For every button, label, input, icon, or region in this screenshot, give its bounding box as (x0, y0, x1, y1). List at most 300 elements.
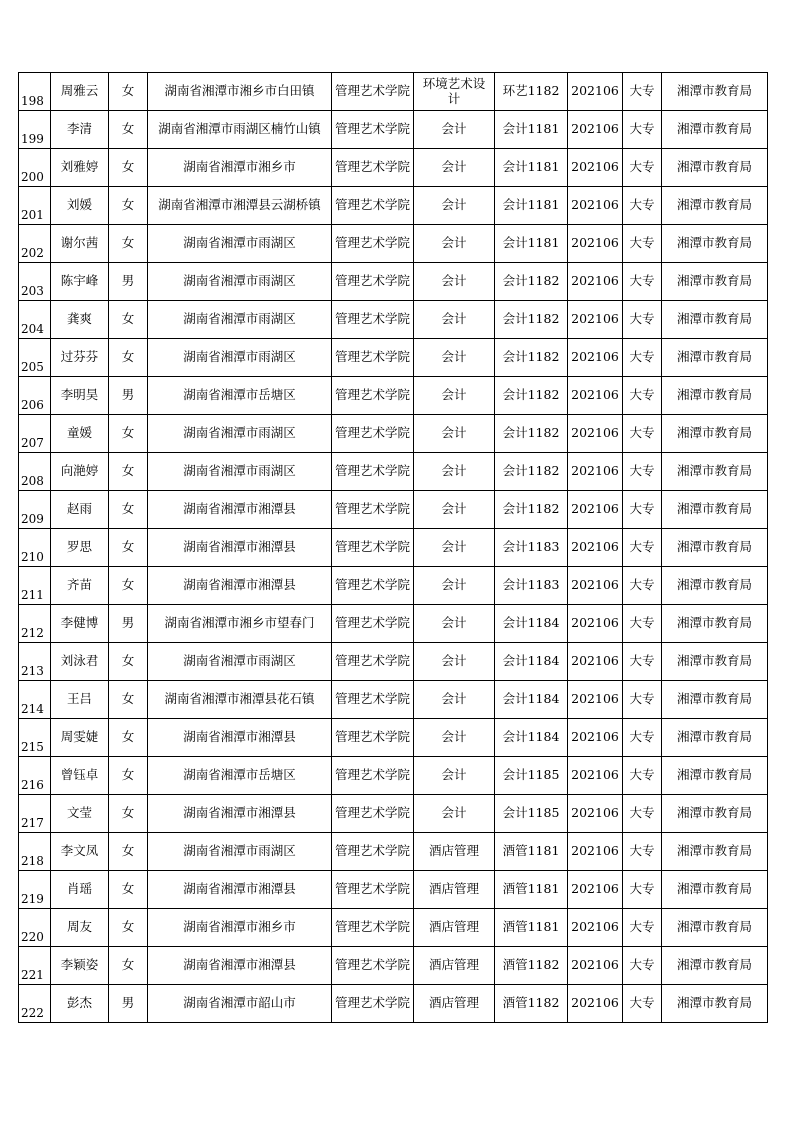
class-name-cell (495, 301, 568, 339)
student-name-cell (51, 681, 109, 719)
table-row (19, 719, 768, 757)
assigned-office: 湘潭市教育局 (676, 273, 752, 289)
major: 会计 (441, 425, 467, 441)
gender-cell (109, 339, 148, 377)
row-number-cell (19, 73, 51, 111)
major: 会计 (441, 311, 467, 327)
education-level: 大专 (629, 577, 655, 593)
class-name: 会计1182 (502, 273, 560, 289)
origin-address-cell (148, 339, 332, 377)
class-name-cell (495, 491, 568, 529)
origin-address-cell (148, 909, 332, 947)
assigned-office-cell (662, 111, 768, 149)
major-cell (414, 719, 495, 757)
education-level: 大专 (629, 919, 655, 935)
college: 管理艺术学院 (334, 311, 410, 327)
class-name: 酒管1181 (502, 881, 560, 897)
student-name-cell (51, 643, 109, 681)
education-level: 大专 (629, 311, 655, 327)
table-row (19, 909, 768, 947)
gender-cell (109, 149, 148, 187)
assigned-office-cell (662, 681, 768, 719)
education-level-cell (623, 73, 662, 111)
college-cell (332, 567, 414, 605)
gender-cell (109, 187, 148, 225)
college-cell (332, 833, 414, 871)
origin-address: 湖南省湘潭市雨湖区 (183, 235, 296, 251)
college: 管理艺术学院 (334, 273, 410, 289)
gender: 女 (121, 539, 135, 555)
education-level-cell (623, 453, 662, 491)
class-name: 会计1183 (502, 539, 560, 555)
origin-address-cell (148, 871, 332, 909)
major-cell (414, 567, 495, 605)
origin-address: 湖南省湘潭市雨湖区 (183, 463, 296, 479)
graduation-date: 202106 (571, 577, 619, 593)
major-cell (414, 263, 495, 301)
class-name: 会计1184 (502, 729, 560, 745)
graduation-date: 202106 (571, 919, 619, 935)
college: 管理艺术学院 (334, 805, 410, 821)
gender-cell (109, 377, 148, 415)
graduation-date-cell (568, 111, 623, 149)
education-level-cell (623, 681, 662, 719)
origin-address-cell (148, 111, 332, 149)
class-name: 酒管1181 (502, 843, 560, 859)
class-name-cell (495, 529, 568, 567)
origin-address: 湖南省湘潭市湘乡市 (183, 919, 296, 935)
college-cell (332, 909, 414, 947)
gender-cell (109, 415, 148, 453)
row-number-cell (19, 415, 51, 453)
class-name: 会计1181 (502, 159, 560, 175)
gender-cell (109, 301, 148, 339)
college-cell (332, 415, 414, 453)
origin-address: 湖南省湘潭市岳塘区 (183, 767, 296, 783)
graduation-date: 202106 (571, 767, 619, 783)
origin-address: 湖南省湘潭市湘潭县 (183, 729, 296, 745)
student-name: 罗思 (66, 539, 92, 555)
origin-address-cell (148, 415, 332, 453)
education-level: 大专 (629, 805, 655, 821)
assigned-office: 湘潭市教育局 (676, 881, 752, 897)
student-name: 过芬芬 (60, 349, 99, 365)
education-level-cell (623, 225, 662, 263)
major: 会计 (441, 121, 467, 137)
student-name: 周友 (66, 919, 92, 935)
gender: 男 (121, 615, 135, 631)
gender: 女 (121, 349, 135, 365)
class-name-cell (495, 947, 568, 985)
graduation-date: 202106 (571, 653, 619, 669)
student-name: 李文凤 (60, 843, 99, 859)
table-row (19, 833, 768, 871)
major-cell (414, 491, 495, 529)
row-number-cell (19, 871, 51, 909)
major: 会计 (441, 691, 467, 707)
origin-address: 湖南省湘潭市岳塘区 (183, 387, 296, 403)
student-name-cell (51, 909, 109, 947)
graduation-date-cell (568, 681, 623, 719)
graduation-date: 202106 (571, 83, 619, 99)
assigned-office-cell (662, 795, 768, 833)
gender: 女 (121, 767, 135, 783)
gender-cell (109, 643, 148, 681)
education-level: 大专 (629, 501, 655, 517)
origin-address: 湖南省湘潭市湘潭县 (183, 577, 296, 593)
college-cell (332, 187, 414, 225)
origin-address: 湖南省湘潭市雨湖区 (183, 311, 296, 327)
origin-address-cell (148, 947, 332, 985)
origin-address-cell (148, 453, 332, 491)
row-number: 214 (21, 702, 44, 717)
graduation-date-cell (568, 73, 623, 111)
gender: 女 (121, 919, 135, 935)
origin-address-cell (148, 73, 332, 111)
class-name-cell (495, 453, 568, 491)
major-cell (414, 453, 495, 491)
graduation-date-cell (568, 985, 623, 1023)
education-level: 大专 (629, 121, 655, 137)
gender-cell (109, 453, 148, 491)
college-cell (332, 605, 414, 643)
student-name-cell (51, 757, 109, 795)
major-cell (414, 985, 495, 1023)
major: 酒店管理 (428, 957, 479, 973)
class-name: 会计1182 (502, 349, 560, 365)
row-number: 222 (21, 1006, 44, 1021)
table-row (19, 111, 768, 149)
gender-cell (109, 833, 148, 871)
gender: 女 (121, 577, 135, 593)
education-level-cell (623, 111, 662, 149)
student-name: 谢尔茜 (60, 235, 99, 251)
table-row (19, 643, 768, 681)
major: 会计 (441, 653, 467, 669)
row-number: 211 (21, 588, 44, 603)
assigned-office-cell (662, 415, 768, 453)
student-name-cell (51, 491, 109, 529)
table-row (19, 605, 768, 643)
major-cell (414, 833, 495, 871)
student-name-cell (51, 415, 109, 453)
gender-cell (109, 719, 148, 757)
major: 会计 (441, 463, 467, 479)
college-cell (332, 529, 414, 567)
major-cell (414, 377, 495, 415)
origin-address: 湖南省湘潭市雨湖区 (183, 843, 296, 859)
table-row (19, 377, 768, 415)
college: 管理艺术学院 (334, 919, 410, 935)
major-cell (414, 795, 495, 833)
table-row (19, 985, 768, 1023)
graduation-date-cell (568, 529, 623, 567)
gender-cell (109, 491, 148, 529)
student-name: 刘雅婷 (60, 159, 99, 175)
row-number: 201 (21, 208, 44, 223)
major-cell (414, 605, 495, 643)
row-number: 206 (21, 398, 44, 413)
assigned-office: 湘潭市教育局 (676, 463, 752, 479)
assigned-office: 湘潭市教育局 (676, 501, 752, 517)
row-number: 219 (21, 892, 44, 907)
origin-address: 湖南省湘潭市湘乡市 (183, 159, 296, 175)
student-name: 陈宇峰 (60, 273, 99, 289)
graduation-date: 202106 (571, 235, 619, 251)
college-cell (332, 795, 414, 833)
student-name-cell (51, 605, 109, 643)
origin-address-cell (148, 757, 332, 795)
gender-cell (109, 529, 148, 567)
student-name-cell (51, 73, 109, 111)
assigned-office-cell (662, 605, 768, 643)
origin-address: 湖南省湘潭市湘潭县 (183, 539, 296, 555)
assigned-office-cell (662, 833, 768, 871)
class-name: 会计1185 (502, 805, 560, 821)
college: 管理艺术学院 (334, 843, 410, 859)
student-name-cell (51, 111, 109, 149)
college-cell (332, 453, 414, 491)
gender-cell (109, 681, 148, 719)
gender-cell (109, 757, 148, 795)
major: 酒店管理 (428, 995, 479, 1011)
row-number-cell (19, 947, 51, 985)
college: 管理艺术学院 (334, 767, 410, 783)
class-name-cell (495, 377, 568, 415)
assigned-office: 湘潭市教育局 (676, 311, 752, 327)
assigned-office-cell (662, 871, 768, 909)
origin-address-cell (148, 795, 332, 833)
education-level-cell (623, 377, 662, 415)
college: 管理艺术学院 (334, 425, 410, 441)
major-cell (414, 529, 495, 567)
origin-address-cell (148, 187, 332, 225)
row-number: 220 (21, 930, 44, 945)
gender: 男 (121, 387, 135, 403)
assigned-office-cell (662, 73, 768, 111)
major: 会计 (441, 197, 467, 213)
graduation-date: 202106 (571, 843, 619, 859)
graduation-date: 202106 (571, 805, 619, 821)
assigned-office: 湘潭市教育局 (676, 387, 752, 403)
assigned-office: 湘潭市教育局 (676, 349, 752, 365)
assigned-office-cell (662, 301, 768, 339)
assigned-office-cell (662, 719, 768, 757)
college: 管理艺术学院 (334, 653, 410, 669)
gender: 男 (121, 273, 135, 289)
table-row (19, 73, 768, 111)
class-name: 会计1182 (502, 311, 560, 327)
major-cell (414, 73, 495, 111)
row-number: 217 (21, 816, 44, 831)
roster-body (19, 73, 768, 1023)
row-number: 216 (21, 778, 44, 793)
class-name-cell (495, 111, 568, 149)
student-name-cell (51, 567, 109, 605)
table-row (19, 415, 768, 453)
education-level: 大专 (629, 995, 655, 1011)
assigned-office-cell (662, 757, 768, 795)
origin-address-cell (148, 719, 332, 757)
graduation-date-cell (568, 833, 623, 871)
education-level: 大专 (629, 83, 655, 99)
graduation-date-cell (568, 377, 623, 415)
college: 管理艺术学院 (334, 957, 410, 973)
graduation-date-cell (568, 415, 623, 453)
origin-address-cell (148, 491, 332, 529)
graduation-date-cell (568, 947, 623, 985)
graduation-date-cell (568, 187, 623, 225)
student-name-cell (51, 187, 109, 225)
college: 管理艺术学院 (334, 539, 410, 555)
gender: 女 (121, 121, 135, 137)
origin-address-cell (148, 643, 332, 681)
assigned-office-cell (662, 149, 768, 187)
class-name-cell (495, 567, 568, 605)
origin-address-cell (148, 567, 332, 605)
table-row (19, 301, 768, 339)
assigned-office: 湘潭市教育局 (676, 919, 752, 935)
table-row (19, 529, 768, 567)
row-number-cell (19, 795, 51, 833)
row-number: 208 (21, 474, 44, 489)
education-level-cell (623, 491, 662, 529)
college: 管理艺术学院 (334, 615, 410, 631)
major: 会计 (441, 387, 467, 403)
gender: 女 (121, 83, 135, 99)
assigned-office: 湘潭市教育局 (676, 159, 752, 175)
row-number: 221 (21, 968, 44, 983)
gender: 女 (121, 843, 135, 859)
student-name: 刘媛 (66, 197, 92, 213)
class-name-cell (495, 415, 568, 453)
student-name-cell (51, 453, 109, 491)
graduation-date: 202106 (571, 729, 619, 745)
college: 管理艺术学院 (334, 349, 410, 365)
gender-cell (109, 567, 148, 605)
gender: 女 (121, 805, 135, 821)
assigned-office-cell (662, 377, 768, 415)
table-row (19, 871, 768, 909)
class-name-cell (495, 187, 568, 225)
gender-cell (109, 225, 148, 263)
graduation-date: 202106 (571, 463, 619, 479)
college: 管理艺术学院 (334, 577, 410, 593)
college-cell (332, 491, 414, 529)
graduation-date: 202106 (571, 881, 619, 897)
assigned-office: 湘潭市教育局 (676, 729, 752, 745)
major-cell (414, 149, 495, 187)
education-level: 大专 (629, 235, 655, 251)
class-name-cell (495, 985, 568, 1023)
row-number-cell (19, 187, 51, 225)
major: 会计 (441, 501, 467, 517)
college-cell (332, 339, 414, 377)
college: 管理艺术学院 (334, 691, 410, 707)
class-name-cell (495, 871, 568, 909)
class-name: 会计1182 (502, 387, 560, 403)
table-row (19, 795, 768, 833)
origin-address: 湖南省湘潭市韶山市 (183, 995, 296, 1011)
assigned-office: 湘潭市教育局 (676, 577, 752, 593)
class-name: 环艺1182 (502, 83, 560, 99)
class-name: 会计1185 (502, 767, 560, 783)
gender: 女 (121, 881, 135, 897)
graduation-date-cell (568, 263, 623, 301)
gender: 女 (121, 159, 135, 175)
major-cell (414, 111, 495, 149)
row-number-cell (19, 149, 51, 187)
major-cell (414, 415, 495, 453)
student-name-cell (51, 225, 109, 263)
class-name: 会计1181 (502, 235, 560, 251)
student-name-cell (51, 301, 109, 339)
graduation-date: 202106 (571, 159, 619, 175)
graduation-date: 202106 (571, 995, 619, 1011)
education-level-cell (623, 187, 662, 225)
row-number: 210 (21, 550, 44, 565)
major: 会计 (441, 805, 467, 821)
assigned-office: 湘潭市教育局 (676, 957, 752, 973)
graduation-date: 202106 (571, 121, 619, 137)
origin-address-cell (148, 681, 332, 719)
row-number: 203 (21, 284, 44, 299)
class-name: 会计1184 (502, 691, 560, 707)
student-roster-table (18, 72, 768, 1023)
major-cell (414, 757, 495, 795)
education-level: 大专 (629, 843, 655, 859)
graduation-date-cell (568, 567, 623, 605)
gender: 女 (121, 691, 135, 707)
gender-cell (109, 605, 148, 643)
row-number-cell (19, 453, 51, 491)
gender: 女 (121, 235, 135, 251)
graduation-date: 202106 (571, 501, 619, 517)
major-cell (414, 909, 495, 947)
origin-address-cell (148, 149, 332, 187)
education-level-cell (623, 947, 662, 985)
student-name-cell (51, 947, 109, 985)
class-name-cell (495, 643, 568, 681)
class-name-cell (495, 605, 568, 643)
origin-address-cell (148, 225, 332, 263)
row-number: 207 (21, 436, 44, 451)
row-number: 199 (21, 132, 44, 147)
row-number-cell (19, 719, 51, 757)
class-name: 会计1182 (502, 425, 560, 441)
education-level: 大专 (629, 881, 655, 897)
major: 会计 (441, 615, 467, 631)
table-row (19, 567, 768, 605)
assigned-office: 湘潭市教育局 (676, 767, 752, 783)
graduation-date: 202106 (571, 273, 619, 289)
gender: 女 (121, 463, 135, 479)
row-number-cell (19, 339, 51, 377)
class-name: 会计1181 (502, 197, 560, 213)
graduation-date: 202106 (571, 349, 619, 365)
education-level-cell (623, 415, 662, 453)
assigned-office-cell (662, 491, 768, 529)
college-cell (332, 719, 414, 757)
gender-cell (109, 263, 148, 301)
gender-cell (109, 909, 148, 947)
gender: 女 (121, 729, 135, 745)
assigned-office-cell (662, 187, 768, 225)
row-number-cell (19, 985, 51, 1023)
gender-cell (109, 947, 148, 985)
gender-cell (109, 111, 148, 149)
origin-address: 湖南省湘潭市湘乡市白田镇 (164, 83, 315, 99)
